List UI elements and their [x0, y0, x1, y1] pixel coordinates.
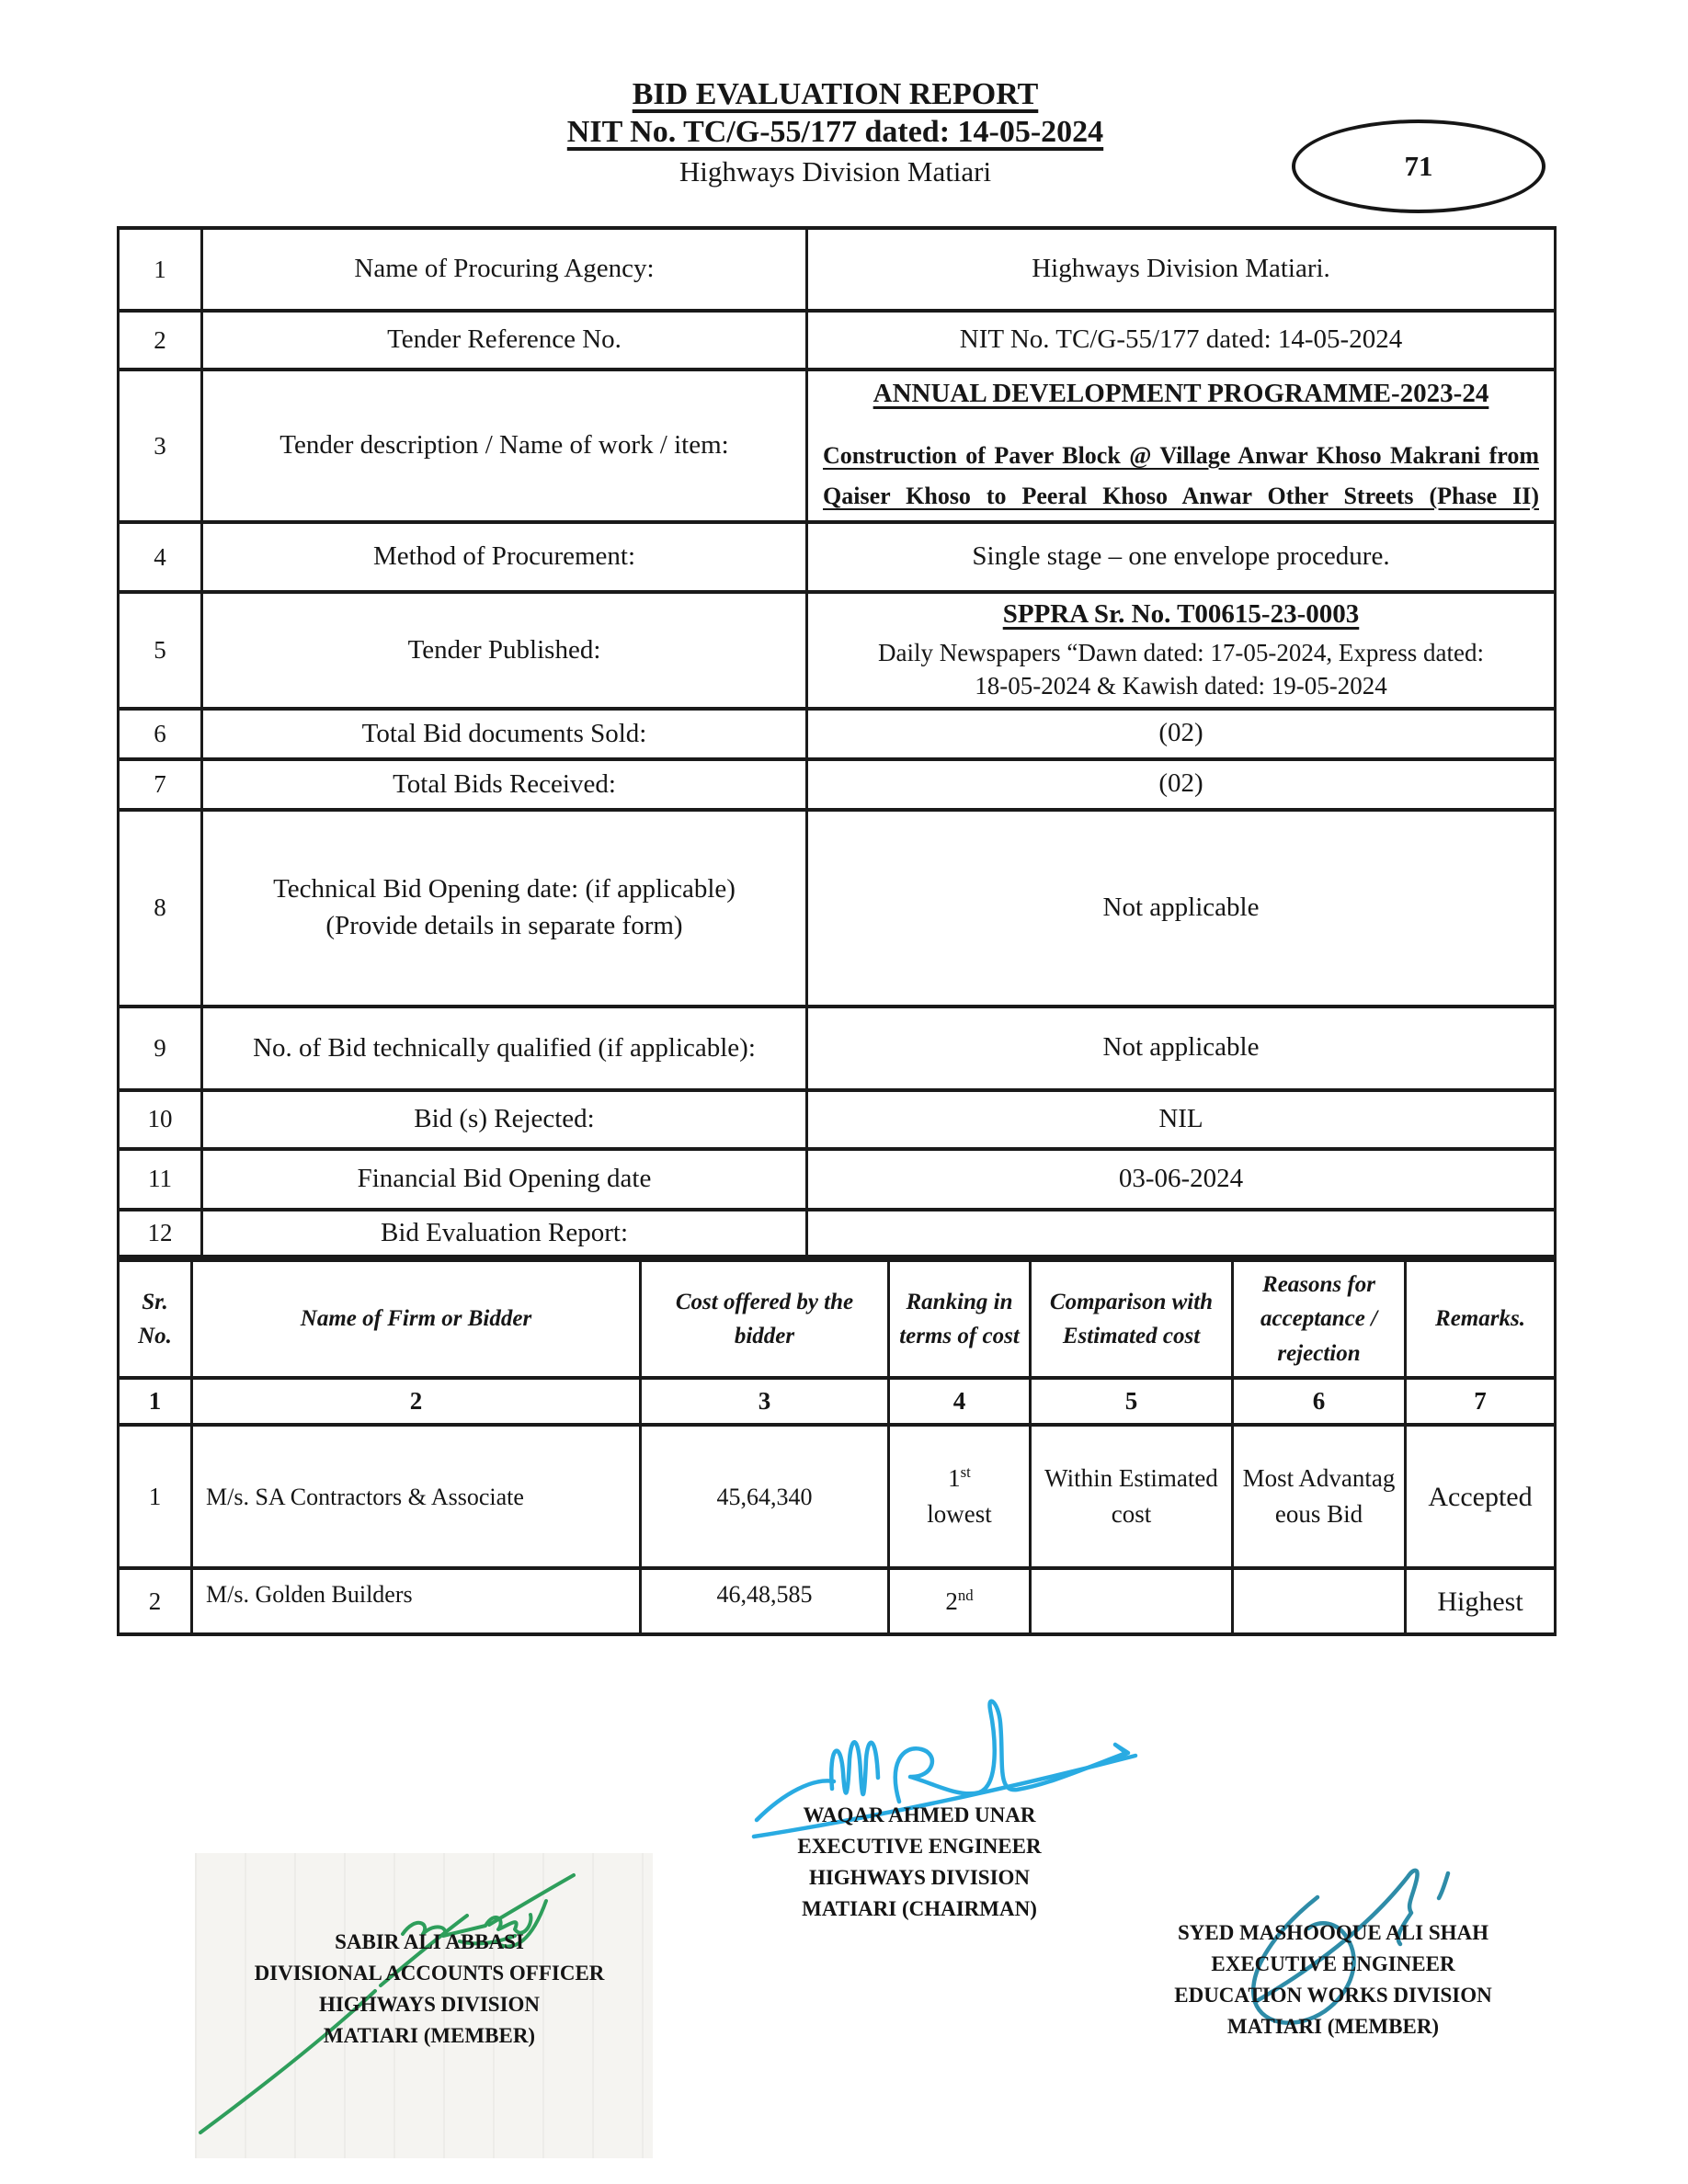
row-label-cell: Method of Procurement:	[202, 522, 807, 592]
row-value-cell	[807, 592, 1556, 709]
row-value-cell: (02)	[807, 759, 1556, 810]
chairman-name: WAQAR AHMED UNAR	[803, 1803, 1036, 1826]
table-row	[119, 370, 1556, 522]
table-row	[119, 1149, 1556, 1210]
table-row	[119, 1210, 1556, 1257]
column-number: 6	[1233, 1378, 1406, 1425]
row-label-cell: Bid (s) Rejected:	[202, 1090, 807, 1149]
page-title: BID EVALUATION REPORT	[632, 77, 1039, 111]
chairman-role: MATIARI (CHAIRMAN)	[802, 1897, 1037, 1920]
rank-ordinal-suffix: nd	[957, 1586, 974, 1604]
row-label-cell: Tender Reference No.	[202, 311, 807, 370]
bidder-comparison: Within Estimated cost	[1031, 1425, 1233, 1568]
bidder-comparison	[1031, 1568, 1233, 1634]
division-line: Highways Division Matiari	[679, 155, 992, 188]
tables-wrap	[117, 226, 1554, 1636]
header-comparison: Comparison with Estimated cost	[1031, 1260, 1233, 1379]
row-number-cell: 2	[119, 311, 202, 370]
table-row	[119, 1090, 1556, 1149]
row-number-cell: 3	[119, 370, 202, 522]
table-row	[119, 759, 1556, 810]
header-cost-offered: Cost offered by the bidder	[641, 1260, 889, 1379]
bidder-row	[119, 1568, 1556, 1634]
bidder-ranking	[889, 1425, 1031, 1568]
table-row	[119, 522, 1556, 592]
bidder-sr: 2	[119, 1568, 192, 1634]
page-number-badge	[1292, 119, 1545, 213]
row-label-cell	[202, 810, 807, 1007]
evaluation-header-row	[119, 1260, 1556, 1379]
chairman-signature-block	[763, 1800, 1076, 1925]
column-number: 5	[1031, 1378, 1233, 1425]
member-right-name: SYED MASHOOQUE ALI SHAH	[1177, 1921, 1489, 1944]
member-left-role: MATIARI (MEMBER)	[323, 2024, 536, 2047]
bidder-ranking	[889, 1568, 1031, 1634]
row-value-cell	[807, 370, 1556, 522]
member-left-name: SABIR ALI ABBASI	[335, 1930, 524, 1953]
row-label-line2: (Provide details in separate form)	[325, 910, 683, 940]
member-left-title: DIVISIONAL ACCOUNTS OFFICER	[254, 1962, 605, 1985]
table-row	[119, 1007, 1556, 1090]
newspapers-detail: Daily Newspapers “Dawn dated: 17-05-2024, Express dated: 18-05-2024 & Kawish dated: 19-05-2024	[877, 638, 1485, 700]
bidder-remarks: Accepted	[1406, 1425, 1556, 1568]
member-right-title: EXECUTIVE ENGINEER	[1211, 1952, 1455, 1975]
bidder-reasons: Most Advantageous Bid	[1233, 1425, 1406, 1568]
table-row	[119, 709, 1556, 759]
header-firm-name: Name of Firm or Bidder	[192, 1260, 641, 1379]
bidder-name: M/s. Golden Builders	[192, 1568, 641, 1634]
column-number-row	[119, 1378, 1556, 1425]
member-left-signature-block	[210, 1927, 649, 2052]
row-number-cell: 4	[119, 522, 202, 592]
column-number: 3	[641, 1378, 889, 1425]
row-value-cell: NIT No. TC/G-55/177 dated: 14-05-2024	[807, 311, 1556, 370]
column-number: 2	[192, 1378, 641, 1425]
bidder-row	[119, 1425, 1556, 1568]
row-label-cell: Name of Procuring Agency:	[202, 228, 807, 311]
info-table	[117, 226, 1557, 1258]
rank-word: lowest	[927, 1500, 992, 1529]
header-reasons: Reasons for acceptance / rejection	[1233, 1260, 1406, 1379]
member-right-signature-block	[1129, 1917, 1537, 2042]
row-number-cell: 11	[119, 1149, 202, 1210]
row-number-cell: 5	[119, 592, 202, 709]
row-value-cell: Not applicable	[807, 1007, 1556, 1090]
header-ranking: Ranking in terms of cost	[889, 1260, 1031, 1379]
row-label-cell: Total Bids Received:	[202, 759, 807, 810]
row-number-cell: 10	[119, 1090, 202, 1149]
row-number-cell: 6	[119, 709, 202, 759]
member-right-division: EDUCATION WORKS DIVISION	[1174, 1984, 1492, 2007]
table-row	[119, 592, 1556, 709]
header-sr-no: Sr. No.	[119, 1260, 192, 1379]
rank-ordinal-suffix: st	[960, 1463, 971, 1482]
table-row	[119, 228, 1556, 311]
bidder-cost: 45,64,340	[641, 1425, 889, 1568]
row-value-cell: Single stage – one envelope procedure.	[807, 522, 1556, 592]
column-number: 4	[889, 1378, 1031, 1425]
row-number-cell: 7	[119, 759, 202, 810]
sppra-serial: SPPRA Sr. No. T00615-23-0003	[1002, 599, 1360, 630]
column-number: 7	[1406, 1378, 1556, 1425]
row-value-cell: 03-06-2024	[807, 1149, 1556, 1210]
nit-reference-line: NIT No. TC/G-55/177 dated: 14-05-2024	[566, 115, 1104, 149]
row-label-cell: Financial Bid Opening date	[202, 1149, 807, 1210]
row-number-cell: 8	[119, 810, 202, 1007]
chairman-title: EXECUTIVE ENGINEER	[797, 1835, 1042, 1858]
row-value-cell: Not applicable	[807, 810, 1556, 1007]
row-label-line1: Technical Bid Opening date: (if applicable)	[273, 874, 736, 904]
table-row	[119, 810, 1556, 1007]
row-value-cell: Highways Division Matiari.	[807, 228, 1556, 311]
page-number: 71	[1404, 150, 1433, 182]
table-row	[119, 311, 1556, 370]
column-number: 1	[119, 1378, 192, 1425]
row-label-cell: Bid Evaluation Report:	[202, 1210, 807, 1257]
adp-programme-heading: ANNUAL DEVELOPMENT PROGRAMME-2023-24	[873, 379, 1489, 408]
row-label-cell: Tender Published:	[202, 592, 807, 709]
row-value-cell: (02)	[807, 709, 1556, 759]
row-label-cell: Total Bid documents Sold:	[202, 709, 807, 759]
row-label-cell: Tender description / Name of work / item:	[202, 370, 807, 522]
bidder-reasons	[1233, 1568, 1406, 1634]
rank-number: 2	[945, 1587, 958, 1615]
bidder-name: M/s. SA Contractors & Associate	[192, 1425, 641, 1568]
work-description: Construction of Paver Block @ Village Anwar Khoso Makrani from Qaiser Khoso to Peeral Khoso Anwar Other Streets (Phase II)	[823, 441, 1539, 509]
row-value-cell	[807, 1210, 1556, 1257]
row-number-cell: 9	[119, 1007, 202, 1090]
rank-number: 1	[948, 1464, 961, 1493]
member-left-division: HIGHWAYS DIVISION	[318, 1993, 541, 2016]
bidder-cost: 46,48,585	[641, 1568, 889, 1634]
row-number-cell: 12	[119, 1210, 202, 1257]
member-right-role: MATIARI (MEMBER)	[1226, 2015, 1440, 2038]
row-label-cell: No. of Bid technically qualified (if applicable):	[202, 1007, 807, 1090]
bidder-remarks: Highest	[1406, 1568, 1556, 1634]
row-number-cell: 1	[119, 228, 202, 311]
bidder-sr: 1	[119, 1425, 192, 1568]
header-remarks: Remarks.	[1406, 1260, 1556, 1379]
chairman-division: HIGHWAYS DIVISION	[808, 1866, 1031, 1889]
row-value-cell: NIL	[807, 1090, 1556, 1149]
evaluation-table	[117, 1258, 1557, 1637]
